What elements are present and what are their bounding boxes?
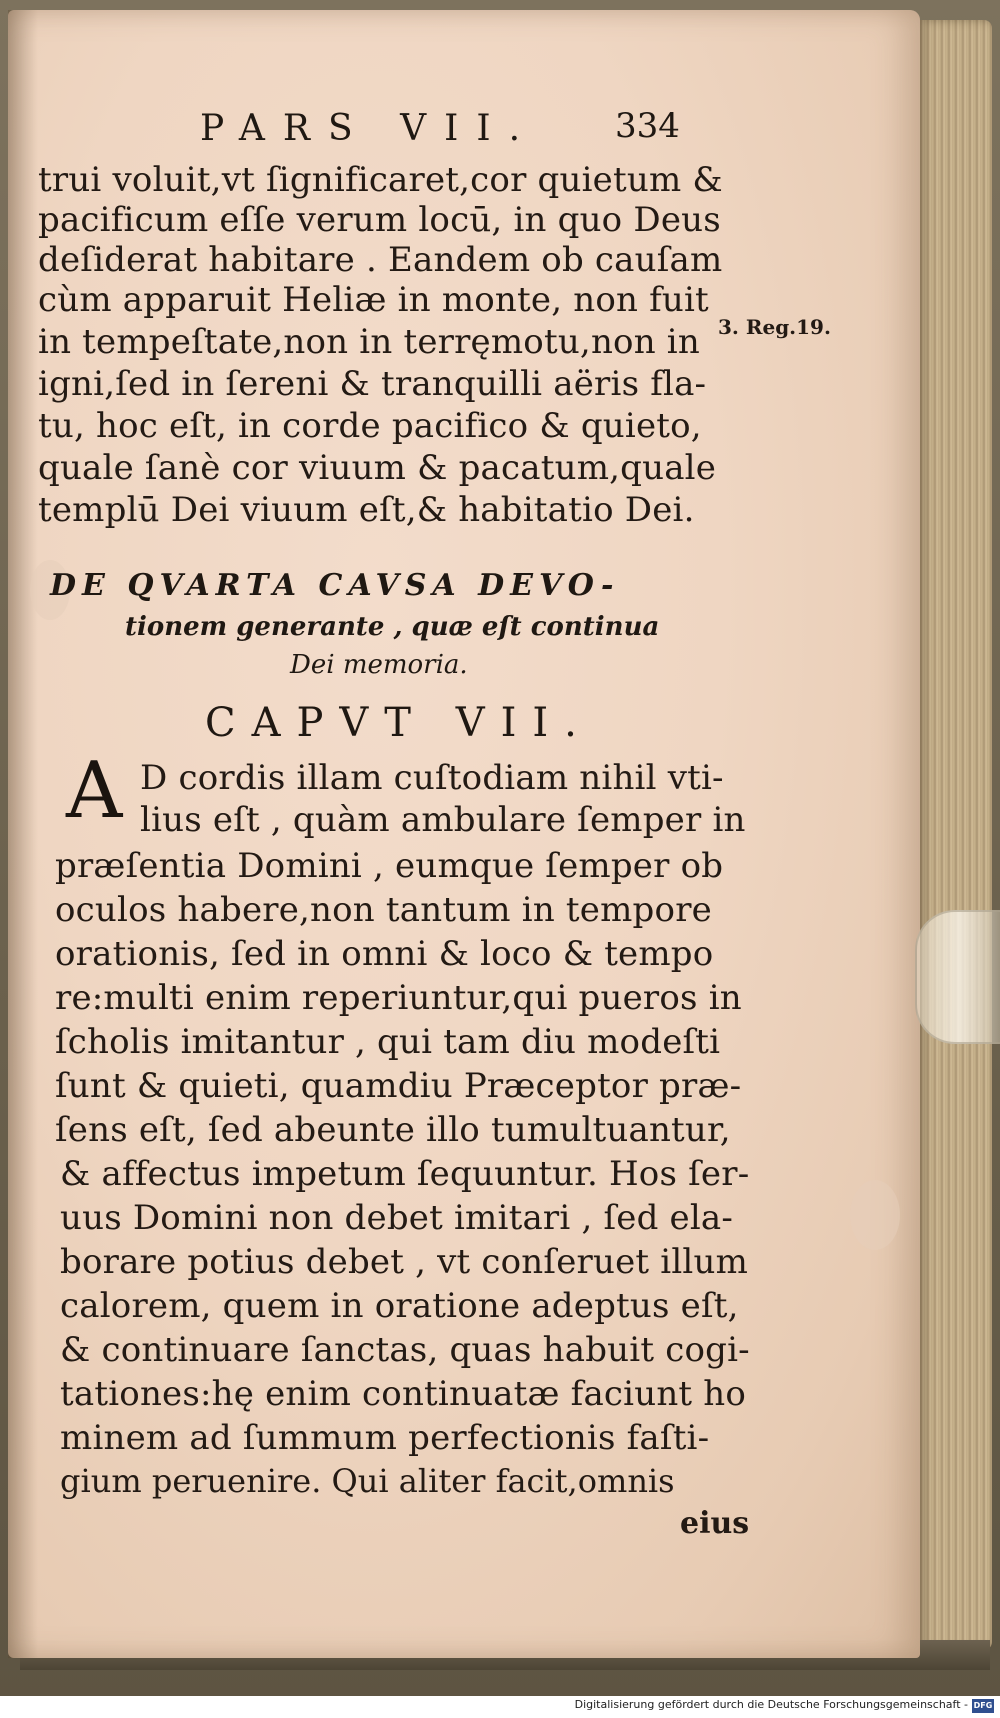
text-line: cùm apparuit Heliæ in monte, non fuit bbox=[38, 280, 709, 320]
text-line: borare potius debet , vt conſeruet illum bbox=[60, 1242, 749, 1282]
page-number: 334 bbox=[615, 106, 680, 146]
text-line: D cordis illam cuſtodiam nihil vti- bbox=[140, 758, 724, 798]
drop-cap: A bbox=[66, 746, 123, 836]
section-heading-line-1: DE QVARTA CAVSA DEVO- bbox=[50, 568, 620, 603]
page-gutter-shadow bbox=[8, 10, 38, 1658]
funding-notice: Digitalisierung gefördert durch die Deutsche Forschungsgemeinschaft - bbox=[574, 1698, 968, 1711]
text-line: & continuare ſanctas, quas habuit cogi- bbox=[60, 1330, 750, 1370]
section-heading-line-2: tionem generante , quæ eſt continua bbox=[125, 612, 660, 642]
text-line: oculos habere,non tantum in tempore bbox=[55, 890, 712, 930]
page-fore-edge bbox=[918, 20, 992, 1650]
text-line: orationis, ſed in omni & loco & tempo bbox=[55, 934, 714, 974]
book-clasp bbox=[915, 910, 1000, 1044]
text-line: deſiderat habitare . Eandem ob cauſam bbox=[38, 240, 723, 280]
text-line: lius eſt , quàm ambulare ſemper in bbox=[140, 800, 746, 840]
running-head: PARS VII. bbox=[200, 108, 539, 149]
text-line: igni,ſed in ſereni & tranquilli aëris fla- bbox=[38, 364, 707, 404]
text-line: in tempeſtate,non in terręmotu,non in bbox=[38, 322, 700, 362]
text-line: minem ad ſummum perfectionis faſti- bbox=[60, 1418, 710, 1458]
catchword: eius bbox=[680, 1506, 750, 1541]
text-line: ſcholis imitantur , qui tam diu modeſti bbox=[55, 1022, 721, 1062]
paper-stain bbox=[850, 1180, 900, 1250]
text-line: templū Dei viuum eſt,& habitatio Dei. bbox=[38, 490, 695, 530]
text-line: uus Domini non debet imitari , ſed ela- bbox=[60, 1198, 734, 1238]
text-line: pacificum eſſe verum locū, in quo Deus bbox=[38, 200, 721, 240]
text-line: re:multi enim reperiuntur,qui pueros in bbox=[55, 978, 742, 1018]
text-line: trui voluit,vt ſignificaret,cor quietum & bbox=[38, 160, 723, 200]
section-heading-line-3: Dei memoria. bbox=[290, 650, 468, 680]
dfg-logo-icon: DFG bbox=[972, 1699, 994, 1713]
text-line: ſunt & quieti, quamdiu Præceptor præ- bbox=[55, 1066, 742, 1106]
text-line: quale ſanè cor viuum & pacatum,quale bbox=[38, 448, 717, 488]
text-line: ſens eſt, ſed abeunte illo tumultuantur, bbox=[55, 1110, 731, 1150]
text-line: tu, hoc eſt, in corde pacifico & quieto, bbox=[38, 406, 702, 446]
margin-note: 3. Reg.19. bbox=[718, 315, 831, 339]
chapter-title: CAPVT VII. bbox=[205, 700, 593, 746]
text-line: tationes:hę enim continuatæ faciunt ho bbox=[60, 1374, 747, 1414]
text-line: calorem, quem in oratione adeptus eſt, bbox=[60, 1286, 739, 1326]
text-line: præſentia Domini , eumque ſemper ob bbox=[55, 846, 724, 886]
text-line: gium peruenire. Qui aliter facit,omnis bbox=[60, 1462, 675, 1500]
text-line: & affectus impetum ſequuntur. Hos ſer- bbox=[60, 1154, 750, 1194]
